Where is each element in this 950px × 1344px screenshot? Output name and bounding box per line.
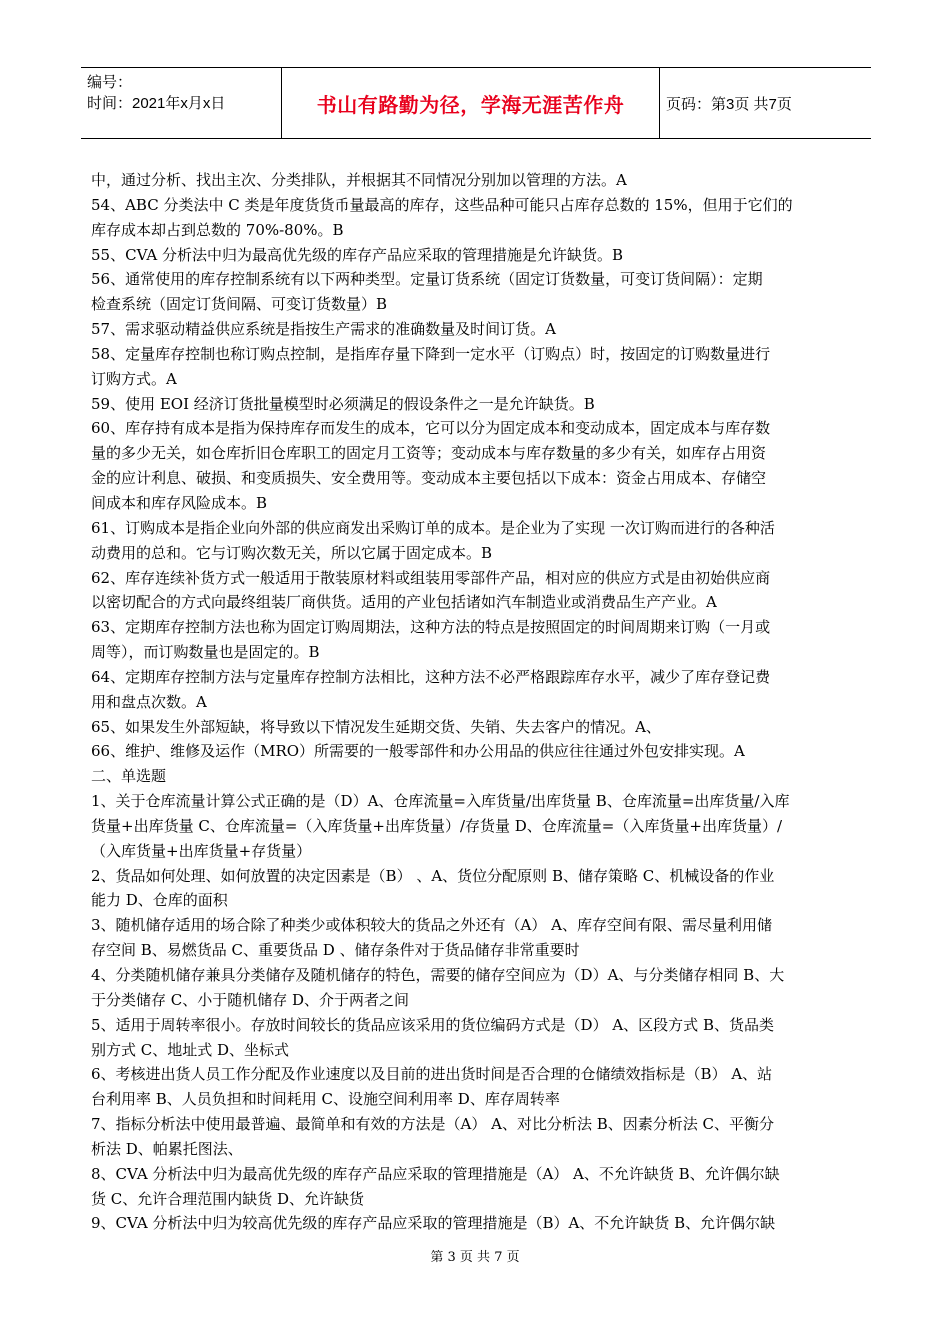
header-page-label: 页码：第3页 共7页	[666, 95, 792, 113]
text-line: 2、货品如何处理、如何放置的决定因素是（B） 、A、货位分配原则 B、储存策略 C、机械设备的作业	[91, 866, 775, 885]
text-line: 57、需求驱动精益供应系统是指按生产需求的准确数量及时间订货。A	[91, 320, 556, 339]
text-line: 65、如果发生外部短缺，将导致以下情况发生延期交货、失销、失去客户的情况。A、	[91, 717, 661, 736]
text-line: 59、使用 EOI 经济订货批量模型时必须满足的假设条件之一是允许缺货。B	[91, 394, 595, 413]
text-line: 货 C、允许合理范围内缺货 D、允许缺货	[91, 1189, 365, 1208]
text-line: 6、考核进出货人员工作分配及作业速度以及目前的进出货时间是否合理的仓储绩效指标是（B） A、站	[91, 1065, 773, 1084]
text-line: 别方式 C、地址式 D、坐标式	[91, 1040, 290, 1059]
document-body	[91, 168, 861, 1236]
text-line: （入库货量+出库货量+存货量）	[91, 841, 312, 860]
text-line: 64、定期库存控制方法与定量库存控制方法相比，这种方法不必严格跟踪库存水平，减少了库存登记费	[91, 667, 771, 686]
text-line: 1、关于仓库流量计算公式正确的是（D）A、仓库流量=入库货量/出库货量 B、仓库流量=出库货量/入库	[91, 792, 790, 811]
text-line: 金的应计利息、破损、和变质损失、安全费用等。变动成本主要包括以下成本：资金占用成本、存储空	[91, 469, 767, 488]
page-footer: 第 3 页 共 7 页	[430, 1250, 520, 1265]
section-heading: 二、单选题	[91, 767, 167, 786]
text-line: 9、CVA 分析法中归为较高优先级的库存产品应采取的管理措施是（B）A、不允许缺货 B、允许偶尔缺	[91, 1214, 776, 1233]
text-line: 55、CVA 分析法中归为最高优先级的库存产品应采取的管理措施是允许缺货。B	[91, 245, 624, 264]
text-line: 库存成本却占到总数的 70%-80%。B	[91, 220, 344, 239]
page-header	[81, 67, 871, 139]
text-line: 检查系统（固定订货间隔、可变订货数量）B	[91, 295, 388, 314]
text-line: 7、指标分析法中使用最普遍、最简单和有效的方法是（A） A、对比分析法 B、因素分析法 C、平衡分	[91, 1115, 775, 1134]
text-line: 中，通过分析、找出主次、分类排队，并根据其不同情况分别加以管理的方法。A	[91, 171, 627, 189]
text-line: 66、维护、维修及运作（MRO）所需要的一般零部件和办公用品的供应往往通过外包安排实现。A	[91, 742, 745, 761]
text-line: 周等），而订购数量也是固定的。B	[91, 643, 320, 662]
text-line: 8、CVA 分析法中归为最高优先级的库存产品应采取的管理措施是（A） A、不允许缺货 B、允许偶尔缺	[91, 1164, 780, 1183]
document-time-label: 时间：2021年x月x日	[87, 95, 226, 112]
text-line: 4、分类随机储存兼具分类储存及随机储存的特色，需要的储存空间应为（D）A、与分类储存相同 B、大	[91, 966, 785, 984]
text-line: 动费用的总和。它与订购次数无关，所以它属于固定成本。B	[91, 543, 493, 562]
text-line: 63、定期库存控制方法也称为固定订购周期法，这种方法的特点是按照固定的时间周期来订购（一月或	[91, 618, 771, 637]
text-line: 析法 D、帕累托图法、	[91, 1139, 243, 1158]
text-line: 订购方式。A	[91, 369, 177, 388]
header-motto: 书山有路勤为径，学海无涯苦作舟	[282, 68, 660, 138]
text-line: 以密切配合的方式向最终组装厂商供货。适用的产业包括诸如汽车制造业或消费品生产产业。A	[91, 593, 717, 612]
text-line: 台利用率 B、人员负担和时间耗用 C、设施空间利用率 D、库存周转率	[91, 1090, 560, 1109]
text-line: 间成本和库存风险成本。B	[91, 493, 268, 512]
text-line: 3、随机储存适用的场合除了种类少或体积较大的货品之外还有（A） A、库存空间有限、需尽量利用储	[91, 916, 772, 935]
text-line: 能力 D、仓库的面积	[91, 891, 228, 910]
text-line: 量的多少无关，如仓库折旧仓库职工的固定月工资等；变动成本与库存数量的多少有关，如库存占用资	[91, 444, 767, 463]
text-line: 54、ABC 分类法中 C 类是年度货货币量最高的库存，这些品种可能只占库存总数的 15%，但用于它们的	[91, 195, 793, 214]
header-meta	[81, 68, 282, 138]
text-line: 用和盘点次数。A	[91, 692, 207, 711]
text-line: 于分类储存 C、小于随机储存 D、介于两者之间	[91, 990, 410, 1009]
text-line: 货量+出库货量 C、仓库流量=（入库货量+出库货量）/存货量 D、仓库流量=（入库货量+出库货量）/	[91, 816, 782, 835]
text-line: 存空间 B、易燃货品 C、重要货品 D 、储存条件对于货品储存非常重要时	[91, 941, 580, 960]
text-line: 61、订购成本是指企业向外部的供应商发出采购订单的成本。是企业为了实现 一次订购而进行的各种活	[91, 518, 775, 537]
text-line: 56、通常使用的库存控制系统有以下两种类型。定量订货系统（固定订货数量，可变订货间隔）：定期	[91, 270, 763, 289]
text-line: 62、库存连续补货方式一般适用于散装原材料或组装用零部件产品，相对应的供应方式是由初始供应商	[91, 568, 771, 587]
text-line: 60、库存持有成本是指为保持库存而发生的成本，它可以分为固定成本和变动成本，固定成本与库存数	[91, 419, 771, 438]
text-line: 5、适用于周转率很小。存放时间较长的货品应该采用的货位编码方式是（D） A、区段方式 B、货品类	[91, 1015, 774, 1034]
document-number-label: 编号：	[87, 74, 133, 91]
text-line: 58、定量库存控制也称订购点控制，是指库存量下降到一定水平（订购点）时，按固定的订购数量进行	[91, 344, 771, 363]
